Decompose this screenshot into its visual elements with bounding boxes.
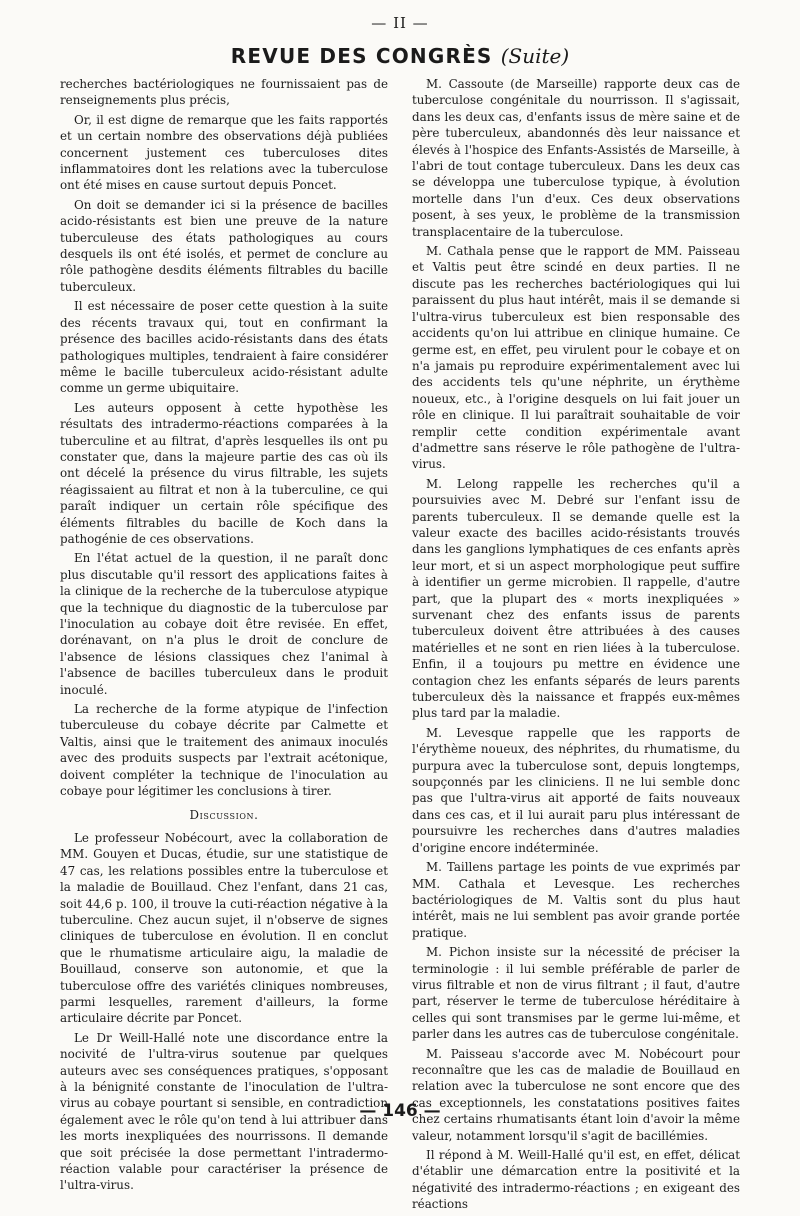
page-title	[0, 44, 800, 68]
paragraph: Le Dr Weill-Hallé note une discordance entre la nocivité de l'ultra-virus soutenue par quelques auteurs avec ses conséquences pratiques, s'opposant à la bénignité constante de l'inoculation de l'ultra-virus au cobaye pourtant si sensible, en contradiction également avec le rôle qu'on tend à lui attribuer dans les morts inexpliquées des nourrissons. Il demande que soit précisée la dose permettant l'intradermo-réaction valable pour caractériser la présence de l'ultra-virus.	[60, 1030, 388, 1193]
left-column	[60, 76, 388, 1197]
paragraph: Les auteurs opposent à cette hypothèse les résultats des intradermo-réactions comparées à la tuberculine et au filtrat, d'après lesquelles ils ont pu constater que, dans la majeure partie des cas où ils ont décelé la présence du virus filtrable, les sujets réagissaient au filtrat et non à la tuberculine, ce qui paraît indiquer un certain rôle spécifique des éléments filtrables du bacille de Koch dans la pathogénie de ces observations.	[60, 400, 388, 546]
paragraph: M. Cathala pense que le rapport de MM. Paisseau et Valtis peut être scindé en deux parties. Il ne discute pas les recherches bactériologiques qui lui paraissent du plus haut intérêt, mais il se demande si l'ultra-virus tuberculeux est bien responsable des accidents qu'on lui attribue en clinique humaine. Ce germe est, en effet, peu virulent pour le cobaye et on n'a jamais pu reproduire expérimentalement avec lui des accidents tels qu'une néphrite, un érythème noueux, etc., à l'origine desquels on lui fait jouer un rôle en clinique. Il lui paraîtrait souhaitable de voir remplir cette condition expérimentale avant d'admettre sans réserve le rôle pathogène de l'ultra-virus.	[412, 244, 740, 472]
paragraph: Le professeur Nobécourt, avec la collaboration de MM. Gouyen et Ducas, étudie, sur une statistique de 47 cas, les relations possibles entre la tuberculose et la maladie de Bouillaud. Chez l'enfant, dans 21 cas, soit 44,6 p. 100, il trouve la cuti-réaction négative à la tuberculine. Chez aucun sujet, il n'observe de signes cliniques de tuberculose en évolution. Il en conclut que le rhumatisme articulaire aigu, la maladie de Bouillaud, conserve son autonomie, et que la tuberculose offre des variétés cliniques nombreuses, parmi lesquelles, rarement d'ailleurs, la forme articulaire décrite par Poncet.	[60, 830, 389, 1026]
section-heading: Discussion.	[189, 808, 259, 823]
title-main: REVUE DES CONGRÈS	[230, 44, 493, 68]
paragraph: M. Lelong rappelle les recherches qu'il a poursuivies avec M. Debré sur l'enfant issu de parents tuberculeux. Il se demande quelle est la valeur exacte des bacilles acido-résistants trouvés dans les ganglions lymphatiques de ces enfants après leur mort, et si un aspect morphologique peut suffire à identifier un germe microbien. Il rappelle, d'autre part, que la plupart des « morts inexpliquées » survenant chez des enfants issus de parents tuberculeux doivent être attribuées à des causes matérielles et ne sont en rien liées à la tuberculose. Enfin, il a toujours pu mettre en évidence une contagion chez les enfants séparés de leurs parents tuberculeux dès la naissance et frappés eux-mêmes plus tard par la maladie.	[412, 476, 740, 721]
paragraph: M. Taillens partage les points de vue exprimés par MM. Cathala et Levesque. Les recherches bactériologiques de M. Valtis sont du plus haut intérêt, mais ne lui semblent pas avoir grande portée pratique.	[412, 860, 740, 940]
paragraph: M. Levesque rappelle que les rapports de l'érythème noueux, des néphrites, du rhumatisme, du purpura avec la tuberculose sont, depuis longtemps, soupçonnés par les cliniciens. Il ne lui semble donc pas que l'ultra-virus ait apporté de faits nouveaux dans ces cas, et il lui aurait paru plus intéressant de poursuivre les recherches dans d'autres maladies d'origine encore indéterminée.	[412, 725, 740, 855]
paragraph: En l'état actuel de la question, il ne paraît donc plus discutable qu'il ressort des applications faites à la clinique de la recherche de la tuberculose atypique que la technique du diagnostic de la tuberculose par l'inoculation au cobaye doit être revisée. En effet, dorénavant, on n'a plus le droit de conclure de l'absence de lésions classiques chez l'animal à l'absence de bacilles tuberculeux dans le produit inoculé.	[60, 551, 388, 697]
paragraph: Il répond à M. Weill-Hallé qu'il est, en effet, délicat d'établir une démarcation entre la positivité et la négativité des intradermo-réactions ; en exigeant des réactions	[412, 1148, 740, 1212]
paragraph: On doit se demander ici si la présence de bacilles acido-résistants est bien une preuve de la nature tuberculeuse des états pathologiques au cours desquels ils ont été isolés, et permet de conclure au rôle pathogène desdits éléments filtrables du bacille tuberculeux.	[60, 197, 388, 294]
title-suite: (Suite)	[500, 44, 570, 68]
running-head: — II —	[371, 14, 429, 32]
right-column	[412, 76, 740, 1216]
paragraph: M. Pichon insiste sur la nécessité de préciser la terminologie : il lui semble préférable de parler de virus filtrable et non de virus filtrant ; il faut, d'autre part, réserver le terme de tuberculose héréditaire à celles qui sont transmises par le germe lui-même, et parler dans les autres cas de tuberculose congénitale.	[412, 945, 740, 1042]
paragraph: Il est nécessaire de poser cette question à la suite des récents travaux qui, tout en confirmant la présence des bacilles acido-résistants dans des états pathologiques multiples, tendraient à faire considérer même le bacille tuberculeux acido-résistant adulte comme un germe ubiquitaire.	[60, 299, 388, 396]
paragraph: M. Cassoute (de Marseille) rapporte deux cas de tuberculose congénitale du nourrisson. Il s'agissait, dans les deux cas, d'enfants issus de mère saine et de père tuberculeux, abandonnés dès leur naissance et élevés à l'hospice des Enfants-Assistés de Marseille, à l'abri de tout contage tuberculeux. Dans les deux cas se développa une tuberculose typique, à évolution mortelle dans l'un d'eux. Ces deux observations posent, à ses yeux, le problème de la transmission transplacentaire de la tuberculose.	[412, 77, 740, 239]
paragraph: M. Paisseau s'accorde avec M. Nobécourt pour reconnaître que les cas de maladie de Bouillaud en relation avec la tuberculose ne sont encore que des cas exceptionnels, les constatations positives faites chez certains rhumatisants étant loin d'avoir la même valeur, notamment lorsqu'il s'agit de bacillémies.	[412, 1046, 740, 1143]
paragraph: Or, il est digne de remarque que les faits rapportés et un certain nombre des observations déjà publiées concernent justement ces tuberculoses dites inflammatoires dont les relations avec la tuberculose ont été mises en cause surtout depuis Poncet.	[60, 112, 388, 193]
page-number: — 146 —	[359, 1101, 441, 1121]
paragraph: La recherche de la forme atypique de l'infection tuberculeuse du cobaye décrite par Calmette et Valtis, ainsi que le traitement des animaux inoculés avec des produits suspects par l'extrait acétonique, doivent compléter la technique de l'inoculation au cobaye pour légitimer les conclusions à tirer.	[60, 702, 388, 799]
paragraph: recherches bactériologiques ne fournissaient pas de renseignements plus précis,	[60, 77, 388, 108]
